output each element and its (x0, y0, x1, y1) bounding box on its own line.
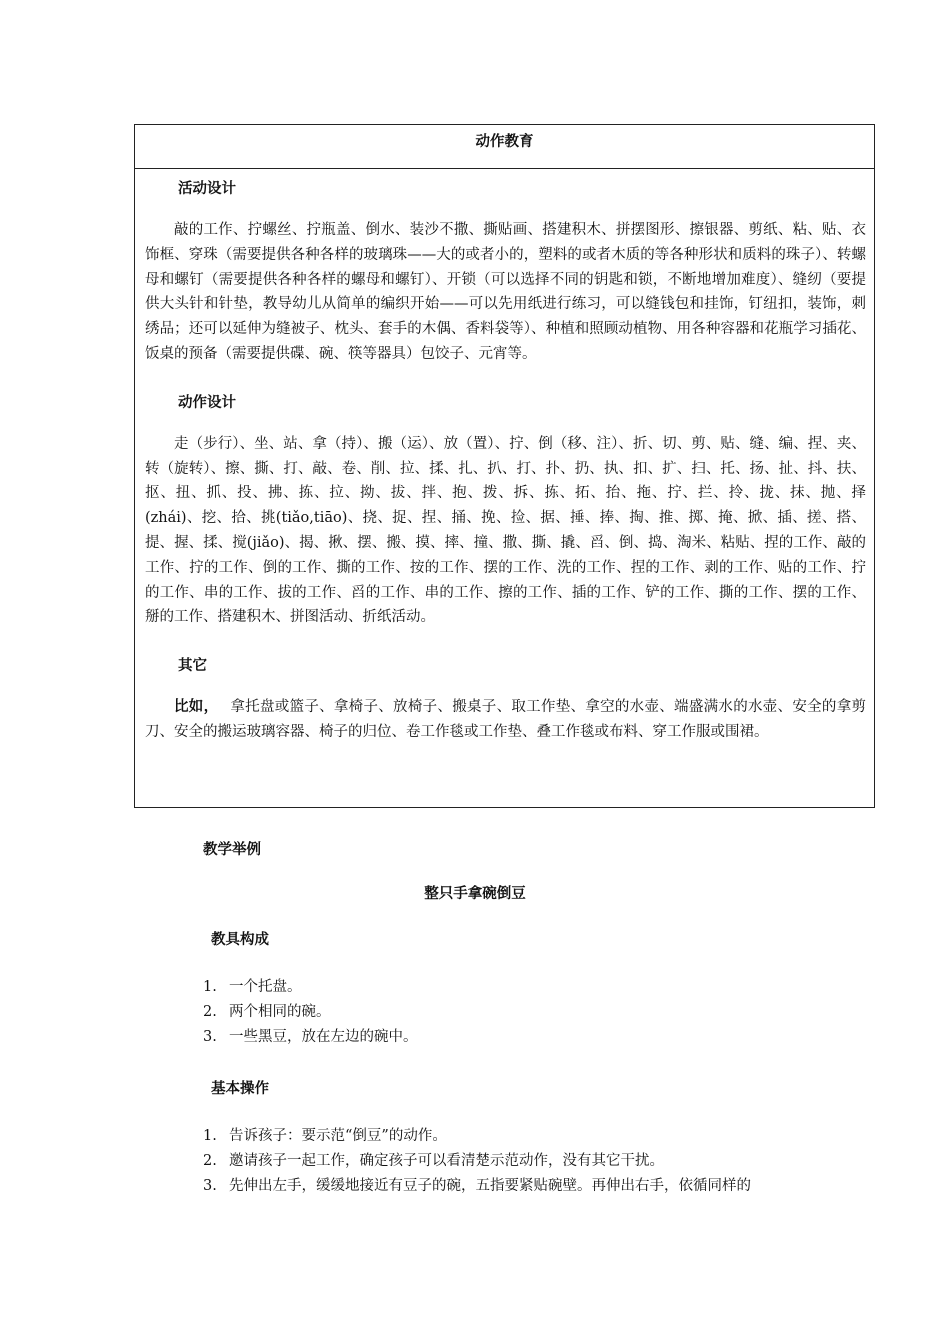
operation-heading: 基本操作 (211, 1081, 269, 1097)
list-item: 2. 邀请孩子一起工作，确定孩子可以看清楚示范动作，没有其它干扰。 (203, 1153, 664, 1169)
section-text-other (145, 695, 866, 745)
list-item: 3. 先伸出左手，缓缓地接近有豆子的碗，五指要紧贴碗壁。再伸出右手，依循同样的 (203, 1178, 751, 1194)
section-text-activity-design: 敲的工作、拧螺丝、拧瓶盖、倒水、装沙不撒、撕贴画、搭建积木、拼摆图形、擦银器、剪纸、粘、贴、衣饰框、穿珠（需要提供各种各样的玻璃珠——大的或者小的，塑料的或者木质的等各种形状和质料的珠子）、转螺母和螺钉（需要提供各种各样的螺母和螺钉）、开锁（可以选择不同的钥匙和锁，不断地增加难度）、缝纫（要提供大头针和针垫，教导幼儿从简单的编织开始——可以先用纸进行练习，可以缝钱包和挂饰，钉纽扣，装饰，刺绣品；还可以延伸为缝被子、枕头、套手的木偶、香料袋等）、种植和照顾动植物、用各种容器和花瓶学习插花、饭桌的预备（需要提供碟、碗、筷等器具）包饺子、元宵等。 (145, 222, 866, 362)
list-item: 3. 一些黑豆，放在左边的碗中。 (203, 1029, 418, 1045)
section-heading-activity-design: 活动设计 (178, 181, 236, 197)
materials-heading: 教具构成 (211, 932, 269, 948)
section-heading-motion-design: 动作设计 (178, 394, 236, 411)
section-heading-other: 其它 (178, 658, 207, 675)
list-item: 2. 两个相同的碗。 (203, 1004, 331, 1020)
section-lead-example: 比如， (174, 699, 219, 716)
table-title: 动作教育 (475, 134, 534, 150)
lesson-title: 整只手拿碗倒豆 (424, 886, 526, 902)
operation-list (203, 1124, 843, 1199)
table-title-row (135, 125, 874, 169)
list-item: 1. 一个托盘。 (203, 979, 302, 995)
materials-list (203, 975, 843, 1050)
teaching-example-heading: 教学举例 (203, 842, 261, 858)
section-text-other-body: 拿托盘或篮子、拿椅子、放椅子、搬桌子、取工作垫、拿空的水壶、端盛满水的水壶、安全的拿剪刀、安全的搬运玻璃容器、椅子的归位、卷工作毯或工作垫、叠工作毯或布料、穿工作服或围裙。 (145, 699, 867, 740)
table-body (135, 169, 874, 745)
section-text-motion-design: 走（步行）、坐、站、拿（持）、搬（运）、放（置）、拧、倒（移、注）、折、切、剪、贴、缝、编、捏、夹、转（旋转）、擦、撕、打、敲、卷、削、拉、揉、扎、扒、打、扑、扔、执、扣、扩、扫、托、扬、扯、抖、扶、抠、扭、抓、投、拂、拣、拉、拗、拔、拌、抱、拨、拆、拣、拓、抬、拖、拧、拦、拎、拢、抹、抛、择(zhái)、挖、拾、挑(tiǎo,tiāo)、挠、捉、捏、捅、挽、捡、据、捶、捧、掏、推、掷、掩、掀、插、搓、搭、提、握、揉、搅(jiǎo)、揭、揪、摆、搬、摸、摔、撞、撒、撕、撬、舀、倒、捣、淘米、粘贴、捏的工作、敲的工作、拧的工作、倒的工作、撕的工作、按的工作、摆的工作、洗的工作、捏的工作、剥的工作、贴的工作、拧的工作、串的工作、拔的工作、舀的工作、串的工作、擦的工作、插的工作、铲的工作、撕的工作、摆的工作、掰的工作、搭建积木、拼图活动、折纸活动。 (145, 435, 866, 626)
motor-education-table (134, 124, 875, 808)
list-item: 1. 告诉孩子：要示范“倒豆”的动作。 (203, 1128, 447, 1144)
